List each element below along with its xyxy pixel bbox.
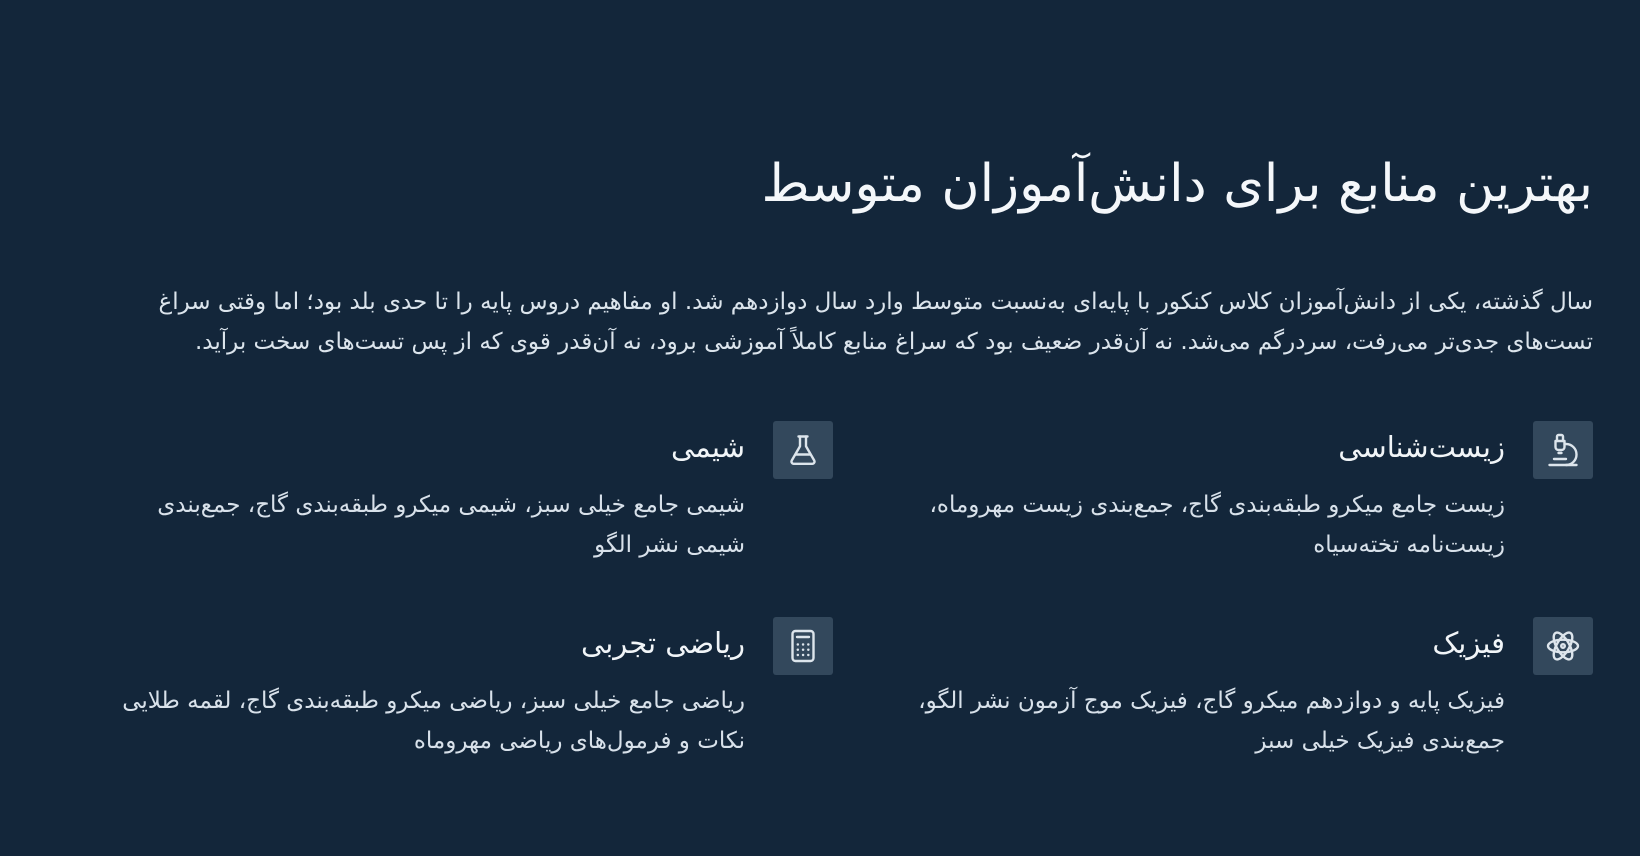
subject-title: ریاضی تجربی (581, 626, 745, 660)
subject-description: زیست جامع میکرو طبقه‌بندی گاج، جمع‌بندی زیست مهروماه، زیست‌نامه تخته‌سیاه (929, 492, 1505, 558)
atom-icon (1533, 617, 1593, 675)
flask-icon (773, 421, 833, 479)
subject-card-biology (873, 421, 1593, 581)
subject-title: فیزیک (1432, 626, 1505, 660)
subject-grid (110, 421, 1593, 781)
subject-description: شیمی جامع خیلی سبز، شیمی میکرو طبقه‌بندی گاج، جمع‌بندی شیمی نشر الگو (157, 492, 745, 558)
subject-card-chemistry (113, 421, 833, 581)
subject-title: زیست‌شناسی (1338, 430, 1505, 464)
microscope-icon (1533, 421, 1593, 479)
calculator-icon (773, 617, 833, 675)
subject-description: ریاضی جامع خیلی سبز، ریاضی میکرو طبقه‌بندی گاج، لقمه طلایی نکات و فرمول‌های ریاضی مهروماه (122, 688, 745, 754)
subject-description: فیزیک پایه و دوازدهم میکرو گاج، فیزیک موج آزمون نشر الگو، جمع‌بندی فیزیک خیلی سبز (918, 688, 1505, 754)
subject-card-physics (873, 617, 1593, 777)
section-title: بهترین منابع برای دانش‌آموزان متوسط (761, 154, 1593, 214)
subject-title: شیمی (671, 430, 745, 464)
subject-card-math (113, 617, 833, 777)
section-intro: سال گذشته، یکی از دانش‌آموزان کلاس کنکور با پایه‌ای به‌نسبت متوسط وارد سال دوازدهم شد. او مفاهیم دروس پایه را تا حدی بلد بود؛ اما وقتی سراغ تست‌های جدی‌تر می‌رفت، سردرگم می‌شد. نه آن‌قدر ضعیف بود که سراغ منابع کاملاً آموزشی برود، نه آن‌قدر قوی که از پس تست‌های سخت برآید. (158, 289, 1593, 355)
